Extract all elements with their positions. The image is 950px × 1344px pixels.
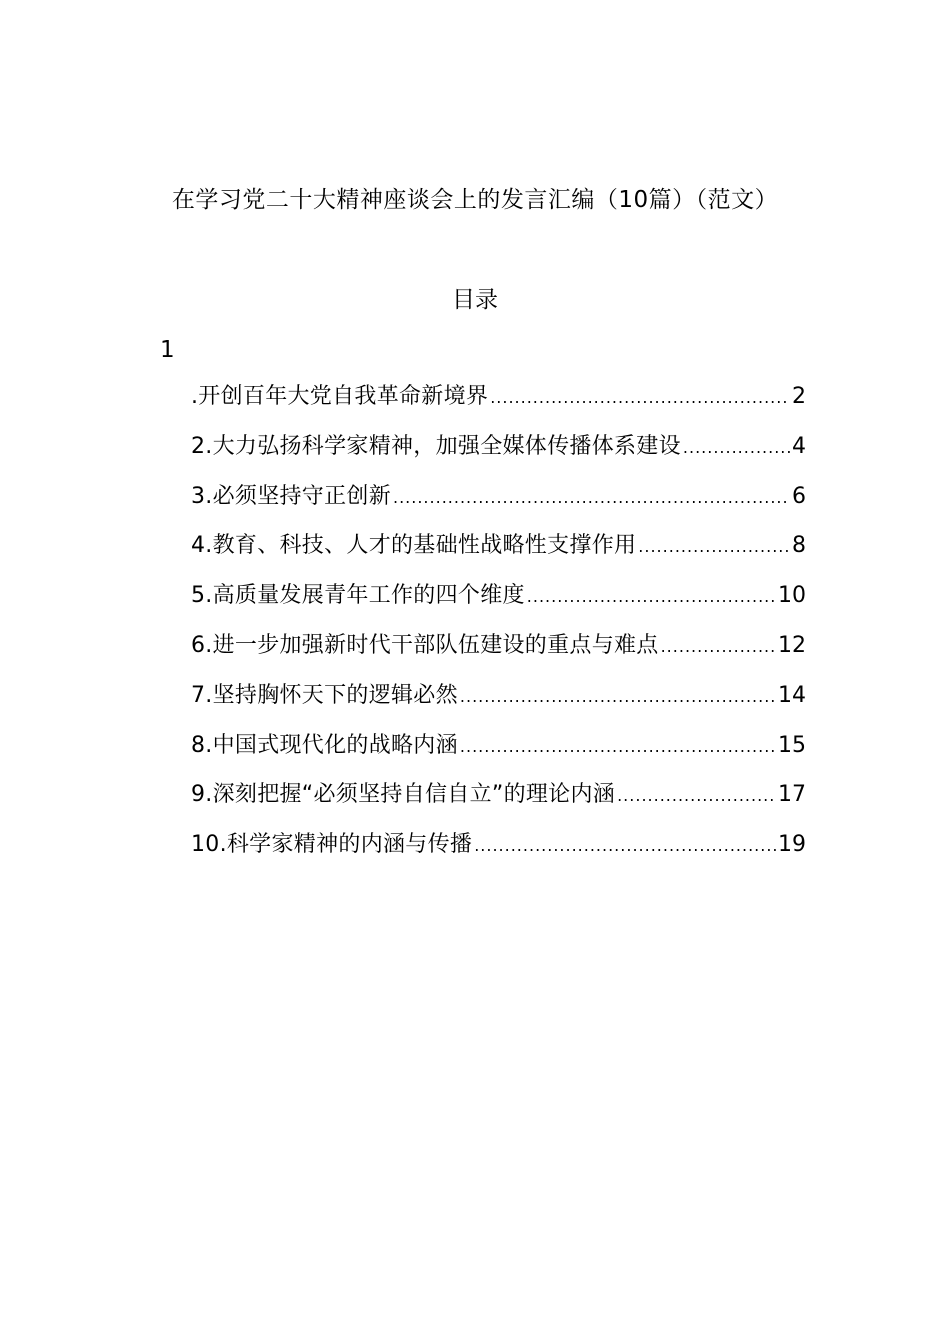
toc-entry-title[interactable]: 2.大力弘扬科学家精神，加强全媒体传播体系建设 bbox=[191, 433, 681, 459]
toc-entry-page[interactable]: 15 bbox=[778, 732, 806, 758]
document-title: 在学习党二十大精神座谈会上的发言汇编（10篇）（范文） bbox=[171, 187, 779, 213]
toc-entry[interactable] bbox=[191, 729, 806, 779]
toc-leader-dots bbox=[393, 481, 790, 515]
toc-entry[interactable] bbox=[191, 480, 806, 530]
toc-entry-title[interactable]: 6.进一步加强新时代干部队伍建设的重点与难点 bbox=[191, 632, 659, 658]
toc-leader-dots bbox=[474, 829, 776, 863]
toc-entry[interactable] bbox=[191, 679, 806, 729]
toc-entry-page[interactable]: 2 bbox=[792, 384, 806, 409]
toc-leader-dots bbox=[490, 381, 790, 415]
toc-entry-title[interactable]: 4.教育、科技、人才的基础性战略性支撑作用 bbox=[191, 533, 637, 559]
toc-heading: 目录 bbox=[452, 287, 498, 313]
toc-leader-dots bbox=[460, 680, 776, 714]
toc-leader-dots bbox=[527, 580, 776, 614]
toc-entry-page[interactable]: 19 bbox=[778, 832, 806, 858]
toc-entry-title[interactable]: 8.中国式现代化的战略内涵 bbox=[191, 732, 458, 758]
toc-entry[interactable] bbox=[191, 629, 806, 679]
toc-entry-page[interactable]: 8 bbox=[792, 533, 806, 559]
toc-entry[interactable] bbox=[191, 828, 806, 878]
toc-entry-page[interactable]: 14 bbox=[778, 682, 806, 708]
toc-entry[interactable] bbox=[191, 430, 806, 480]
toc-entry-title[interactable]: 9.深刻把握“必须坚持自信自立”的理论内涵 bbox=[191, 782, 616, 808]
toc-leader-dots bbox=[617, 779, 776, 813]
toc-entry[interactable] bbox=[191, 380, 806, 430]
toc-entry[interactable] bbox=[191, 529, 806, 579]
toc-entry[interactable] bbox=[191, 579, 806, 629]
toc-entry-title[interactable]: .开创百年大党自我革命新境界 bbox=[191, 384, 489, 409]
toc-leader-dots bbox=[661, 630, 776, 664]
toc-entry-page[interactable]: 17 bbox=[778, 782, 806, 808]
toc-entry-title[interactable]: 5.高质量发展青年工作的四个维度 bbox=[191, 583, 525, 609]
toc-entry[interactable] bbox=[191, 778, 806, 828]
toc-entry-page[interactable]: 12 bbox=[778, 632, 806, 658]
toc-entry-page[interactable]: 6 bbox=[792, 483, 806, 509]
toc-entry-title[interactable]: 3.必须坚持守正创新 bbox=[191, 483, 391, 509]
table-of-contents bbox=[191, 380, 806, 878]
section-number: 1 bbox=[160, 337, 175, 363]
toc-entry-title[interactable]: 10.科学家精神的内涵与传播 bbox=[191, 832, 473, 858]
toc-entry-page[interactable]: 4 bbox=[792, 433, 806, 459]
toc-leader-dots bbox=[460, 730, 776, 764]
toc-entry-page[interactable]: 10 bbox=[778, 583, 806, 609]
toc-leader-dots bbox=[683, 431, 790, 465]
toc-entry-title[interactable]: 7.坚持胸怀天下的逻辑必然 bbox=[191, 682, 458, 708]
toc-leader-dots bbox=[638, 530, 790, 564]
